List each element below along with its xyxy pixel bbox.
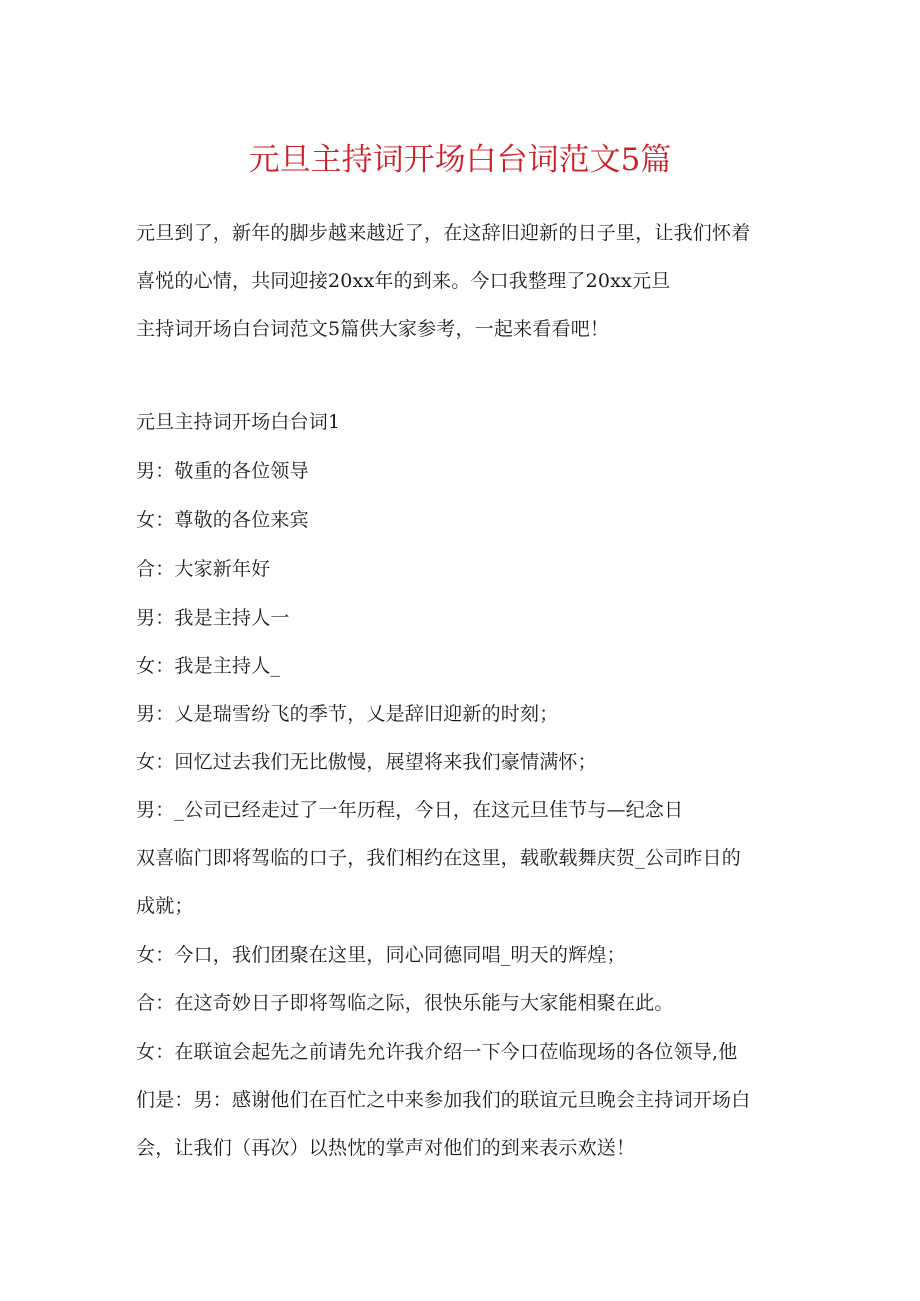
intro-line-2: 喜悦的心情，共同迎接20xx年的到来。今口我整理了20xx元旦 <box>136 270 671 292</box>
script-line: 女：回忆过去我们无比傲慢，展望将来我们豪情满怀； <box>136 751 597 773</box>
script-line: 合：在这奇妙日子即将驾临之际，很快乐能与大家能相聚在此。 <box>136 992 674 1014</box>
intro-line-1: 元旦到了，新年的脚步越来越近了，在这辞旧迎新的日子里，让我们怀着 <box>136 222 751 244</box>
script-line: 男：乂是瑞雪纷飞的季节，乂是辞旧迎新的时刻； <box>136 703 559 725</box>
script-line: 男：我是主持人一 <box>136 607 290 629</box>
script-line: 男：敬重的各位领导 <box>136 460 309 482</box>
document-title: 元旦主持词开场白台词范文5篇 <box>248 142 672 178</box>
script-line: 女：我是主持人_ <box>136 655 281 677</box>
section-heading: 元旦主持词开场白台词1 <box>136 411 341 433</box>
script-line: 会，让我们（再次）以热忱的掌声对他们的到来表示欢送！ <box>136 1137 636 1159</box>
script-line: 成就； <box>136 895 194 917</box>
script-line: 女：尊敬的各位来宾 <box>136 509 309 531</box>
script-line: 合：大家新年好 <box>136 558 271 580</box>
intro-line-3: 主持词开场白台词范文5篇供大家参考，一起来看看吧！ <box>136 318 610 340</box>
script-line: 女：在联谊会起先之前请先允许我介绍一下今口莅临现场的各位领导,他 <box>136 1041 738 1063</box>
script-line: 女：今口，我们团聚在这里，同心同德同唱_明天的辉煌； <box>136 944 626 966</box>
script-line: 们是：男：感谢他们在百忙之中来参加我们的联谊元旦晚会主持词开场白 <box>136 1089 751 1111</box>
script-line: 男：_公司已经走过了一年历程，今日，在这元旦佳节与—纪念日 <box>136 799 684 821</box>
script-line: 双喜临门即将驾临的口子，我们相约在这里，载歌载舞庆贺_公司昨日的 <box>136 847 741 869</box>
